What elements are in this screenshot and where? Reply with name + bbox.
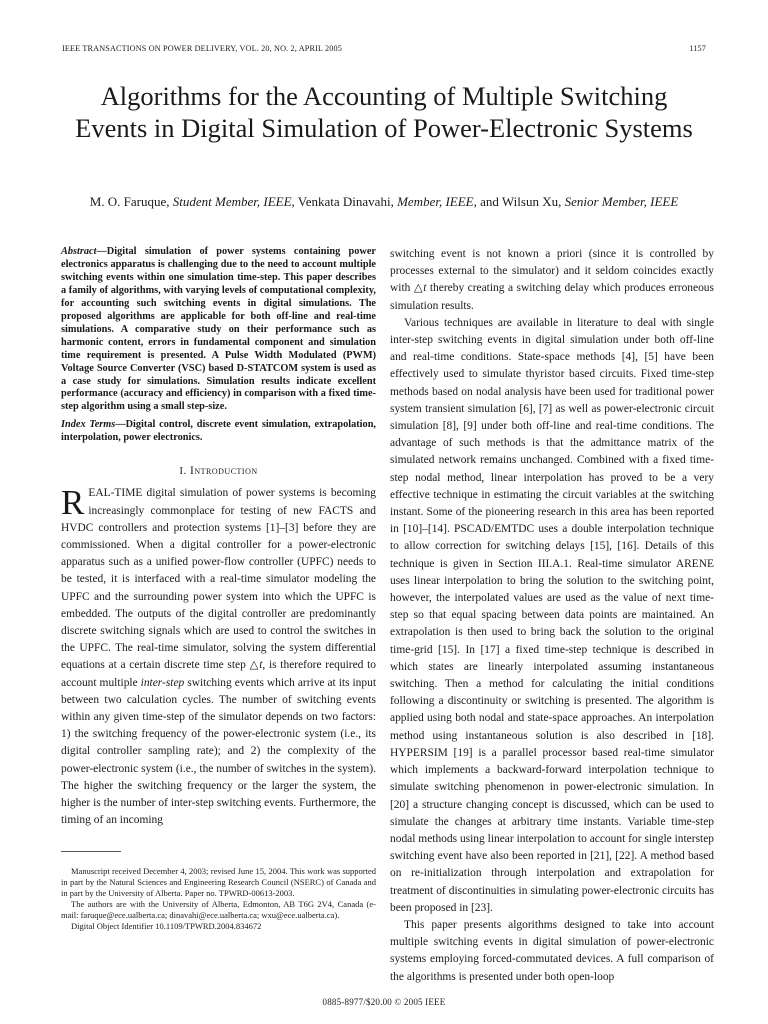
author-separator: ,	[291, 194, 298, 209]
abstract-label: Abstract	[61, 246, 97, 257]
author-separator: , and	[473, 194, 502, 209]
author-separator: ,	[390, 194, 398, 209]
author-list	[40, 194, 728, 210]
intro-emphasis: inter-step	[140, 676, 185, 689]
page-number: 1157	[689, 44, 706, 53]
continued-text-b: thereby creating a switching delay which produces erroneous simulation results.	[390, 282, 714, 312]
paper-overview-paragraph: This paper presents algorithms designed to take into account multiple switching events in digital simulation of power-electronic systems employing forced-commutated devices. A full comparison of the algorithms is presented under both open-loop	[390, 918, 714, 983]
index-terms-label: Index Terms	[61, 419, 116, 431]
journal-name: IEEE TRANSACTIONS ON POWER DELIVERY, VOL. 20, NO. 2, APRIL 2005	[62, 44, 343, 53]
index-terms-text: —Digital control, discrete event simulation, extrapolation, interpolation, power electronics.	[61, 419, 376, 444]
paper-title: Algorithms for the Accounting of Multiple Switching Events in Digital Simulation of Power-Electronic Systems	[75, 81, 693, 143]
author-role: Student Member, IEEE	[172, 194, 292, 209]
delta-t-symbol: △t	[413, 282, 427, 295]
intro-paragraph	[61, 485, 376, 829]
author-name: Venkata Dinavahi	[297, 194, 391, 209]
intro-text-c: switching events which arrive at its input between two calculation cycles. The number of switching events within any given time-step of the simulator depends on two factors: 1) the switching frequency of the power-electronic system (i.e., its digital controller sampling rate); and 2) the complexity of the power-electronic system (i.e., the number of switches in the system). The higher the switching frequency or the larger the system, the higher is the number of inter-step switching events. Furthermore, the timing of an incoming	[61, 676, 377, 827]
footnote-divider	[61, 851, 121, 852]
index-terms	[61, 419, 376, 445]
left-column	[61, 246, 376, 829]
literature-review-paragraph: Various techniques are available in literature to deal with single inter-step switching events in digital simulation under both off-line and real-time conditions. State-space methods [4], [5] have been effectively used to simulate thyristor based circuits. Fixed time-step methods based on nodal analysis have been used for traditional power system transient simulation [6], [7] as well as power-electronic circuit simulation [8], [9] under both off-line and real-time conditions. The advantage of such methods is that the admittance matrix of the simulated network remains unchanged. Combined with a fixed time-step nodal method, linear interpolation has proved to be a very effective technique in estimating the circuit variables at the switching instant. Some of the pioneering research in this area has been reported in [10]–[14]. PSCAD/EMTDC uses a double interpolation technique to allow correction for switching delays [15], [16]. Details of this technique is given in Section III.A.1. Real-time simulator ARENE uses linear interpolation to bring the solution to the switching point, however, the interpolated values are used as the value of next time-step so that equal spacing between data points are maintained. An extrapolation is then used to bring back the solution to the original time-grid [15]. In [17] a fixed time-step technique is described in which states are linearly interpolated assuming instantaneous switching. Then a method for calculating the initial conditions following a discontinuity or switching is presented. The algorithm is applied using both nodal and state-space approaches. An interpolation method using instantaneous solution is also described in [18]. HYPERSIM [19] is a parallel processor based real-time simulator which implements a backward-forward interpolation technique to simulate switching phenomenon in power-electronic simulation. In [20] a structure changing concept is discussed, which can be used to simulate the changes at arbitrary time instants. Variable time-step nodal methods using linear interpolation to account for single interstep switching event have also been reported in [21], [22]. A method based on re-initialization through interpolation and extrapolation for treatment of discontinuities in simulating power-electronic circuits has been proposed in [23].	[390, 316, 714, 914]
copyright-line: 0885-8977/$20.00 © 2005 IEEE	[322, 997, 446, 1007]
abstract	[61, 246, 376, 414]
footnote-manuscript: Manuscript received December 4, 2003; revised June 15, 2004. This work was supported in part by the Natural Sciences and Engineering Research Council (NSERC) of Canada and in part by the University of Alberta. Paper no. TPWRD-00613-2003.	[61, 866, 376, 898]
author-name: Wilsun Xu	[501, 194, 559, 209]
drop-cap: R	[61, 483, 85, 523]
delta-t-symbol: △t	[249, 659, 263, 672]
continued-text-a: switching event is not known a priori (since it is controlled by processes external to the simulator) and it seldom coincides exactly with	[390, 248, 714, 295]
intro-text-b: , is therefore required to account multiple	[61, 659, 376, 689]
section-heading	[61, 465, 376, 477]
footnotes	[61, 866, 376, 932]
footnote-doi: Digital Object Identifier 10.1109/TPWRD.2004.834672	[71, 921, 262, 931]
section-number: I.	[179, 465, 187, 478]
author-role: Member, IEEE	[397, 194, 474, 209]
right-column	[390, 246, 714, 986]
running-head	[62, 44, 706, 58]
intro-text-a: EAL-TIME digital simulation of power systems is becoming increasingly commonplace for testing of new FACTS and HVDC controllers and protection systems [1]–[3] before they are commissioned. When a digital controller for a power-electronic apparatus such as a unified power-flow controller (UPFC) needs to be tested, it is interfaced with a real-time simulator modeling the UPFC and the surrounding power system into which the UPFC is embedded. The outputs of the digital controller are predominantly discrete switching signals which are used to control the switches in the UPFC. The real-time simulator, solving the system differential equations at a certain discrete time step	[61, 487, 376, 672]
section-title: Introduction	[190, 465, 258, 478]
author-separator: ,	[558, 194, 565, 209]
author-role: Senior Member, IEEE	[564, 194, 679, 209]
abstract-text: —Digital simulation of power systems containing power electronics apparatus is challenging due to the need to account multiple switching events within one simulation time-step. This paper describes a family of algorithms, with varying levels of computational complexity, for accounting such switching events in digital simulations. The proposed algorithms are applicable for both off-line and real-time simulations. A comparative study on their performance such as harmonic content, errors in fundamental component and simulation time requirement is presented. A Pulse Width Modulated (PWM) Voltage Source Converter (VSC) based D-STATCOM system is used as a case study for simulations. Simulation results indicate excellent performance (accuracy and efficiency) in comparison with a fixed time-step algorithm using a small step-size.	[61, 246, 376, 413]
author-name: M. O. Faruque	[89, 194, 167, 209]
continued-paragraph	[390, 246, 714, 315]
author-separator: ,	[166, 194, 173, 209]
footnote-affiliation: The authors are with the University of Alberta, Edmonton, AB T6G 2V4, Canada (e-mail: faruque@ece.ualberta.ca; dinavahi@ece.ualberta.ca; wxu@ece.ualberta.ca).	[61, 899, 376, 920]
